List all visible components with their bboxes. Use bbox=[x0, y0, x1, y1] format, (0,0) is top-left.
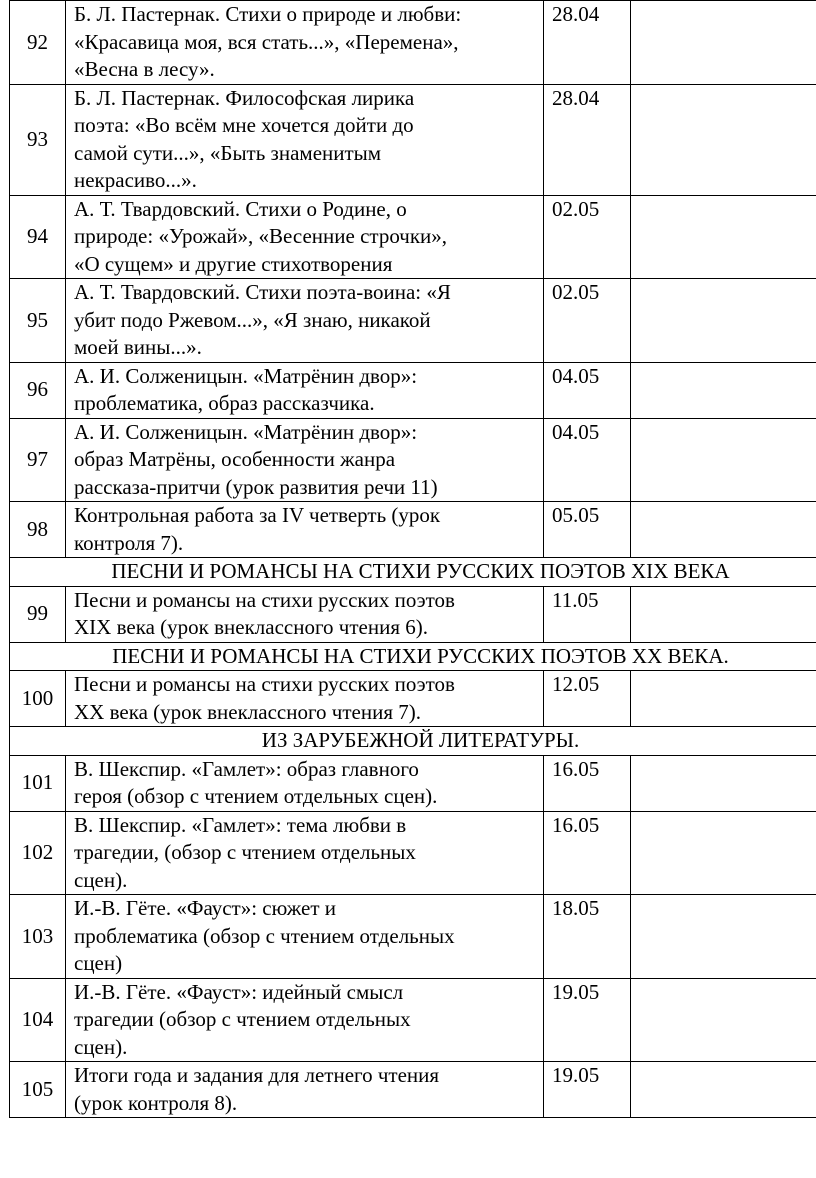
lesson-topic bbox=[66, 671, 544, 727]
lesson-date: 16.05 bbox=[544, 811, 631, 895]
lesson-topic bbox=[66, 1, 544, 85]
lesson-number: 94 bbox=[10, 195, 66, 279]
section-row bbox=[10, 642, 816, 671]
topic-line: Песни и романсы на стихи русских поэтов bbox=[74, 587, 455, 612]
topic-line: (урок контроля 8). bbox=[74, 1090, 238, 1115]
topic-line: сцен). bbox=[74, 1034, 128, 1059]
topic-line: сцен) bbox=[74, 951, 123, 975]
lesson-number: 97 bbox=[10, 418, 66, 502]
topic-line: XX века (урок внеклассного чтения 7). bbox=[74, 699, 421, 724]
lesson-number: 92 bbox=[10, 1, 66, 85]
topic-line: сцен). bbox=[74, 867, 128, 892]
lesson-number: 105 bbox=[10, 1062, 66, 1118]
lesson-topic bbox=[66, 978, 544, 1062]
topic-line: XIX века (урок внеклассного чтения 6). bbox=[74, 615, 428, 639]
lesson-date: 18.05 bbox=[544, 895, 631, 979]
lesson-topic bbox=[66, 84, 544, 195]
lesson-row bbox=[10, 755, 816, 811]
section-row bbox=[10, 727, 816, 756]
lesson-number: 99 bbox=[10, 586, 66, 642]
topic-line: трагедии, (обзор с чтением отдельных bbox=[74, 840, 416, 864]
topic-line: Контрольная работа за IV четверть (урок bbox=[74, 503, 441, 527]
lesson-date: 11.05 bbox=[544, 586, 631, 642]
notes-cell bbox=[631, 811, 816, 895]
lesson-row bbox=[10, 586, 816, 642]
notes-cell bbox=[631, 502, 816, 558]
lesson-date: 28.04 bbox=[544, 84, 631, 195]
topic-line: проблематика, образ рассказчика. bbox=[74, 391, 375, 415]
lesson-date: 19.05 bbox=[544, 978, 631, 1062]
topic-line: моей вины...». bbox=[74, 335, 202, 359]
section-title: ПЕСНИ И РОМАНСЫ НА СТИХИ РУССКИХ ПОЭТОВ XX ВЕКА. bbox=[10, 642, 816, 671]
topic-line: «О сущем» и другие стихотворения bbox=[74, 251, 393, 276]
notes-cell bbox=[631, 755, 816, 811]
topic-line: проблематика (обзор с чтением отдельных bbox=[74, 923, 455, 948]
lesson-row bbox=[10, 502, 816, 558]
topic-line: Итоги года и задания для летнего чтения bbox=[74, 1063, 440, 1087]
notes-cell bbox=[631, 586, 816, 642]
lesson-row bbox=[10, 1062, 816, 1118]
lesson-row bbox=[10, 84, 816, 195]
topic-line: «Весна в лесу». bbox=[74, 57, 215, 81]
lesson-row bbox=[10, 279, 816, 363]
topic-line: И.-В. Гёте. «Фауст»: сюжет и bbox=[74, 896, 337, 920]
lesson-plan-body bbox=[10, 1, 816, 1118]
lesson-date: 04.05 bbox=[544, 362, 631, 418]
notes-cell bbox=[631, 671, 816, 727]
lesson-row bbox=[10, 362, 816, 418]
lesson-number: 95 bbox=[10, 279, 66, 363]
notes-cell bbox=[631, 978, 816, 1062]
lesson-date: 02.05 bbox=[544, 279, 631, 363]
notes-cell bbox=[631, 418, 816, 502]
topic-line: некрасиво...». bbox=[74, 168, 197, 192]
topic-line: В. Шекспир. «Гамлет»: тема любви в bbox=[74, 812, 407, 837]
topic-line: А. И. Солженицын. «Матрёнин двор»: bbox=[74, 419, 418, 444]
lesson-number: 102 bbox=[10, 811, 66, 895]
topic-line: рассказа-притчи (урок развития речи 11) bbox=[74, 474, 438, 499]
lesson-row bbox=[10, 811, 816, 895]
lesson-number: 101 bbox=[10, 755, 66, 811]
notes-cell bbox=[631, 195, 816, 279]
lesson-number: 103 bbox=[10, 895, 66, 979]
topic-line: контроля 7). bbox=[74, 530, 184, 555]
section-row bbox=[10, 558, 816, 587]
lesson-number: 100 bbox=[10, 671, 66, 727]
lesson-row bbox=[10, 978, 816, 1062]
lesson-number: 93 bbox=[10, 84, 66, 195]
topic-line: поэта: «Во всём мне хочется дойти до bbox=[74, 113, 414, 137]
lesson-topic bbox=[66, 362, 544, 418]
notes-cell bbox=[631, 279, 816, 363]
topic-line: самой сути...», «Быть знаменитым bbox=[74, 140, 382, 165]
lesson-row bbox=[10, 671, 816, 727]
lesson-date: 12.05 bbox=[544, 671, 631, 727]
topic-line: природе: «Урожай», «Весенние строчки», bbox=[74, 224, 448, 248]
lesson-date: 02.05 bbox=[544, 195, 631, 279]
lesson-topic bbox=[66, 502, 544, 558]
topic-line: трагедии (обзор с чтением отдельных bbox=[74, 1007, 411, 1031]
topic-line: «Красавица моя, вся стать...», «Перемена», bbox=[74, 29, 459, 54]
notes-cell bbox=[631, 84, 816, 195]
lesson-topic bbox=[66, 279, 544, 363]
notes-cell bbox=[631, 362, 816, 418]
topic-line: А. Т. Твардовский. Стихи поэта-воина: «Я bbox=[74, 280, 451, 304]
lesson-number: 98 bbox=[10, 502, 66, 558]
topic-line: Песни и романсы на стихи русских поэтов bbox=[74, 672, 455, 696]
topic-line: А. И. Солженицын. «Матрёнин двор»: bbox=[74, 363, 418, 388]
section-title: ИЗ ЗАРУБЕЖНОЙ ЛИТЕРАТУРЫ. bbox=[10, 727, 816, 756]
topic-line: В. Шекспир. «Гамлет»: образ главного bbox=[74, 756, 419, 781]
lesson-row bbox=[10, 895, 816, 979]
topic-line: героя (обзор с чтением отдельных сцен). bbox=[74, 784, 438, 808]
topic-line: И.-В. Гёте. «Фауст»: идейный смысл bbox=[74, 979, 404, 1004]
lesson-topic bbox=[66, 1062, 544, 1118]
lesson-topic bbox=[66, 418, 544, 502]
lesson-topic bbox=[66, 811, 544, 895]
lesson-number: 104 bbox=[10, 978, 66, 1062]
notes-cell bbox=[631, 895, 816, 979]
topic-line: Б. Л. Пастернак. Стихи о природе и любви: bbox=[74, 2, 462, 26]
lesson-topic bbox=[66, 586, 544, 642]
lesson-plan-table bbox=[9, 0, 816, 1118]
lesson-number: 96 bbox=[10, 362, 66, 418]
lesson-date: 19.05 bbox=[544, 1062, 631, 1118]
lesson-date: 05.05 bbox=[544, 502, 631, 558]
lesson-row bbox=[10, 418, 816, 502]
notes-cell bbox=[631, 1062, 816, 1118]
lesson-date: 28.04 bbox=[544, 1, 631, 85]
lesson-row bbox=[10, 1, 816, 85]
lesson-topic bbox=[66, 755, 544, 811]
lesson-date: 04.05 bbox=[544, 418, 631, 502]
notes-cell bbox=[631, 1, 816, 85]
section-title: ПЕСНИ И РОМАНСЫ НА СТИХИ РУССКИХ ПОЭТОВ XIX ВЕКА bbox=[10, 558, 816, 587]
lesson-row bbox=[10, 195, 816, 279]
topic-line: убит подо Ржевом...», «Я знаю, никакой bbox=[74, 307, 431, 332]
topic-line: образ Матрёны, особенности жанра bbox=[74, 447, 396, 471]
topic-line: А. Т. Твардовский. Стихи о Родине, о bbox=[74, 196, 407, 221]
lesson-date: 16.05 bbox=[544, 755, 631, 811]
lesson-topic bbox=[66, 895, 544, 979]
topic-line: Б. Л. Пастернак. Философская лирика bbox=[74, 85, 415, 110]
lesson-topic bbox=[66, 195, 544, 279]
